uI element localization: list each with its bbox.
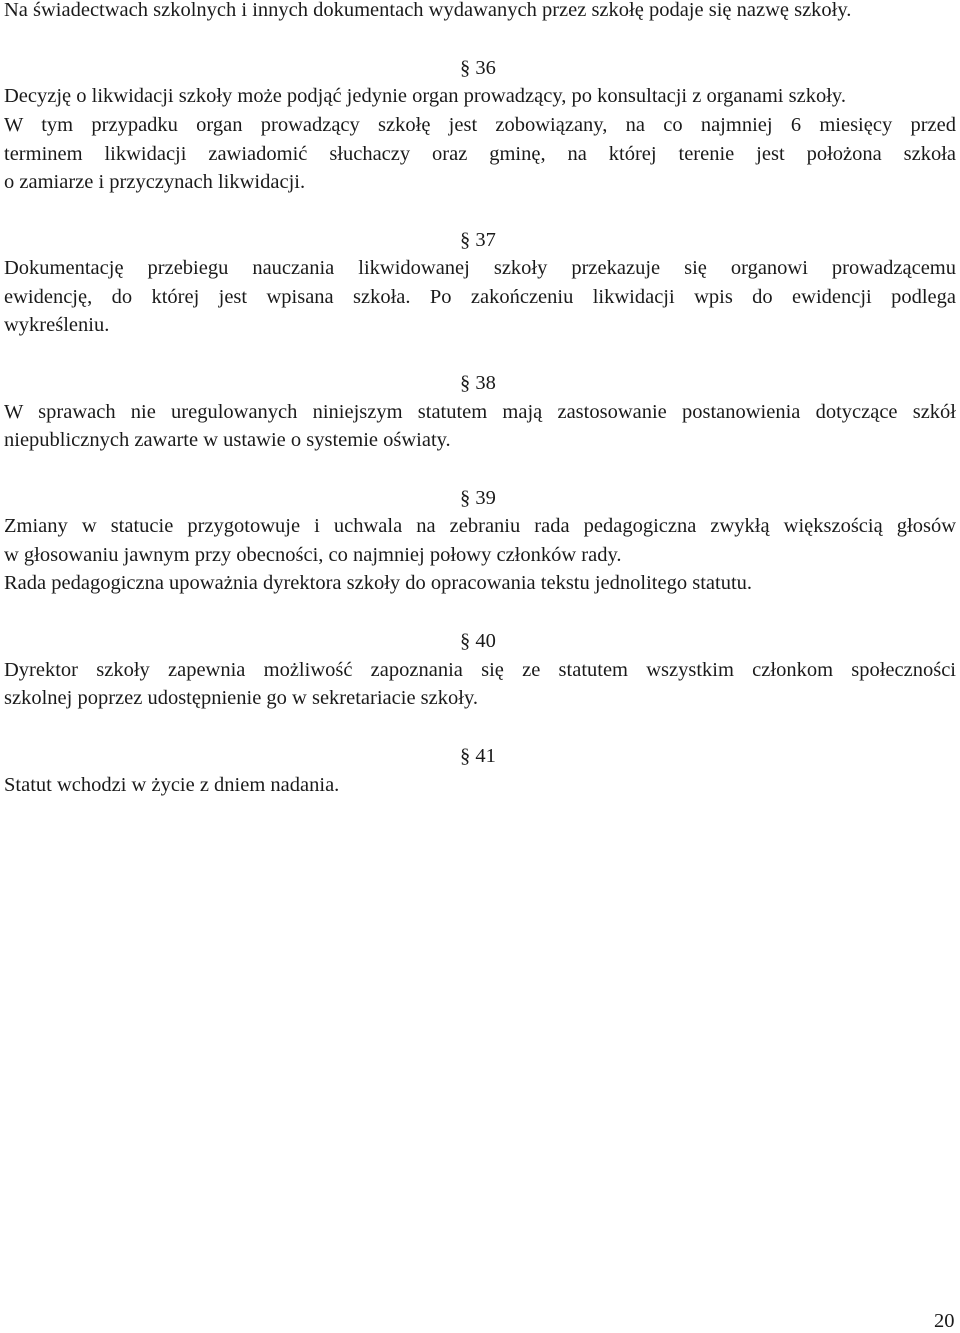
- section-40-line-1: Dyrektor szkoły zapewnia możliwość zapoznania się ze statutem wszystkim członkom społeczności: [4, 659, 956, 681]
- section-37-line-2: ewidencję, do której jest wpisana szkoła. Po zakończeniu likwidacji wpis do ewidencji podlega: [4, 286, 956, 308]
- section-heading-40: § 40: [460, 630, 496, 652]
- section-37-line-3: wykreśleniu.: [4, 314, 110, 336]
- page-number: 20: [934, 1310, 955, 1332]
- section-heading-37: § 37: [460, 229, 496, 251]
- section-39-line-2: w głosowaniu jawnym przy obecności, co najmniej połowy członków rady.: [4, 544, 622, 566]
- section-36-line-2: W tym przypadku organ prowadzący szkołę jest zobowiązany, na co najmniej 6 miesięcy przed: [4, 114, 956, 136]
- section-36-line-4: o zamiarze i przyczynach likwidacji.: [4, 171, 306, 193]
- intro-line: Na świadectwach szkolnych i innych dokumentach wydawanych przez szkołę podaje się nazwę szkoły.: [4, 0, 852, 21]
- section-heading-36: § 36: [460, 57, 496, 79]
- section-38-line-2: niepublicznych zawarte w ustawie o systemie oświaty.: [4, 429, 451, 451]
- section-39-line-3: Rada pedagogiczna upoważnia dyrektora szkoły do opracowania tekstu jednolitego statutu.: [4, 572, 753, 594]
- section-36-line-1: Decyzję o likwidacji szkoły może podjąć jedynie organ prowadzący, po konsultacji z organami szkoły.: [4, 85, 846, 107]
- section-36-line-3: terminem likwidacji zawiadomić słuchaczy oraz gminę, na której terenie jest położona szkoła: [4, 143, 956, 165]
- section-40-line-2: szkolnej poprzez udostępnienie go w sekretariacie szkoły.: [4, 687, 478, 709]
- section-38-line-1: W sprawach nie uregulowanych niniejszym statutem mają zastosowanie postanowienia dotyczące szkół: [4, 401, 956, 423]
- section-heading-41: § 41: [460, 745, 496, 767]
- section-39-line-1: Zmiany w statucie przygotowuje i uchwala na zebraniu rada pedagogiczna zwykłą większością głosów: [4, 515, 956, 537]
- section-37-line-1: Dokumentację przebiegu nauczania likwidowanej szkoły przekazuje się organowi prowadzącemu: [4, 257, 956, 279]
- section-heading-39: § 39: [460, 487, 496, 509]
- section-heading-38: § 38: [460, 372, 496, 394]
- section-41-line-1: Statut wchodzi w życie z dniem nadania.: [4, 774, 340, 796]
